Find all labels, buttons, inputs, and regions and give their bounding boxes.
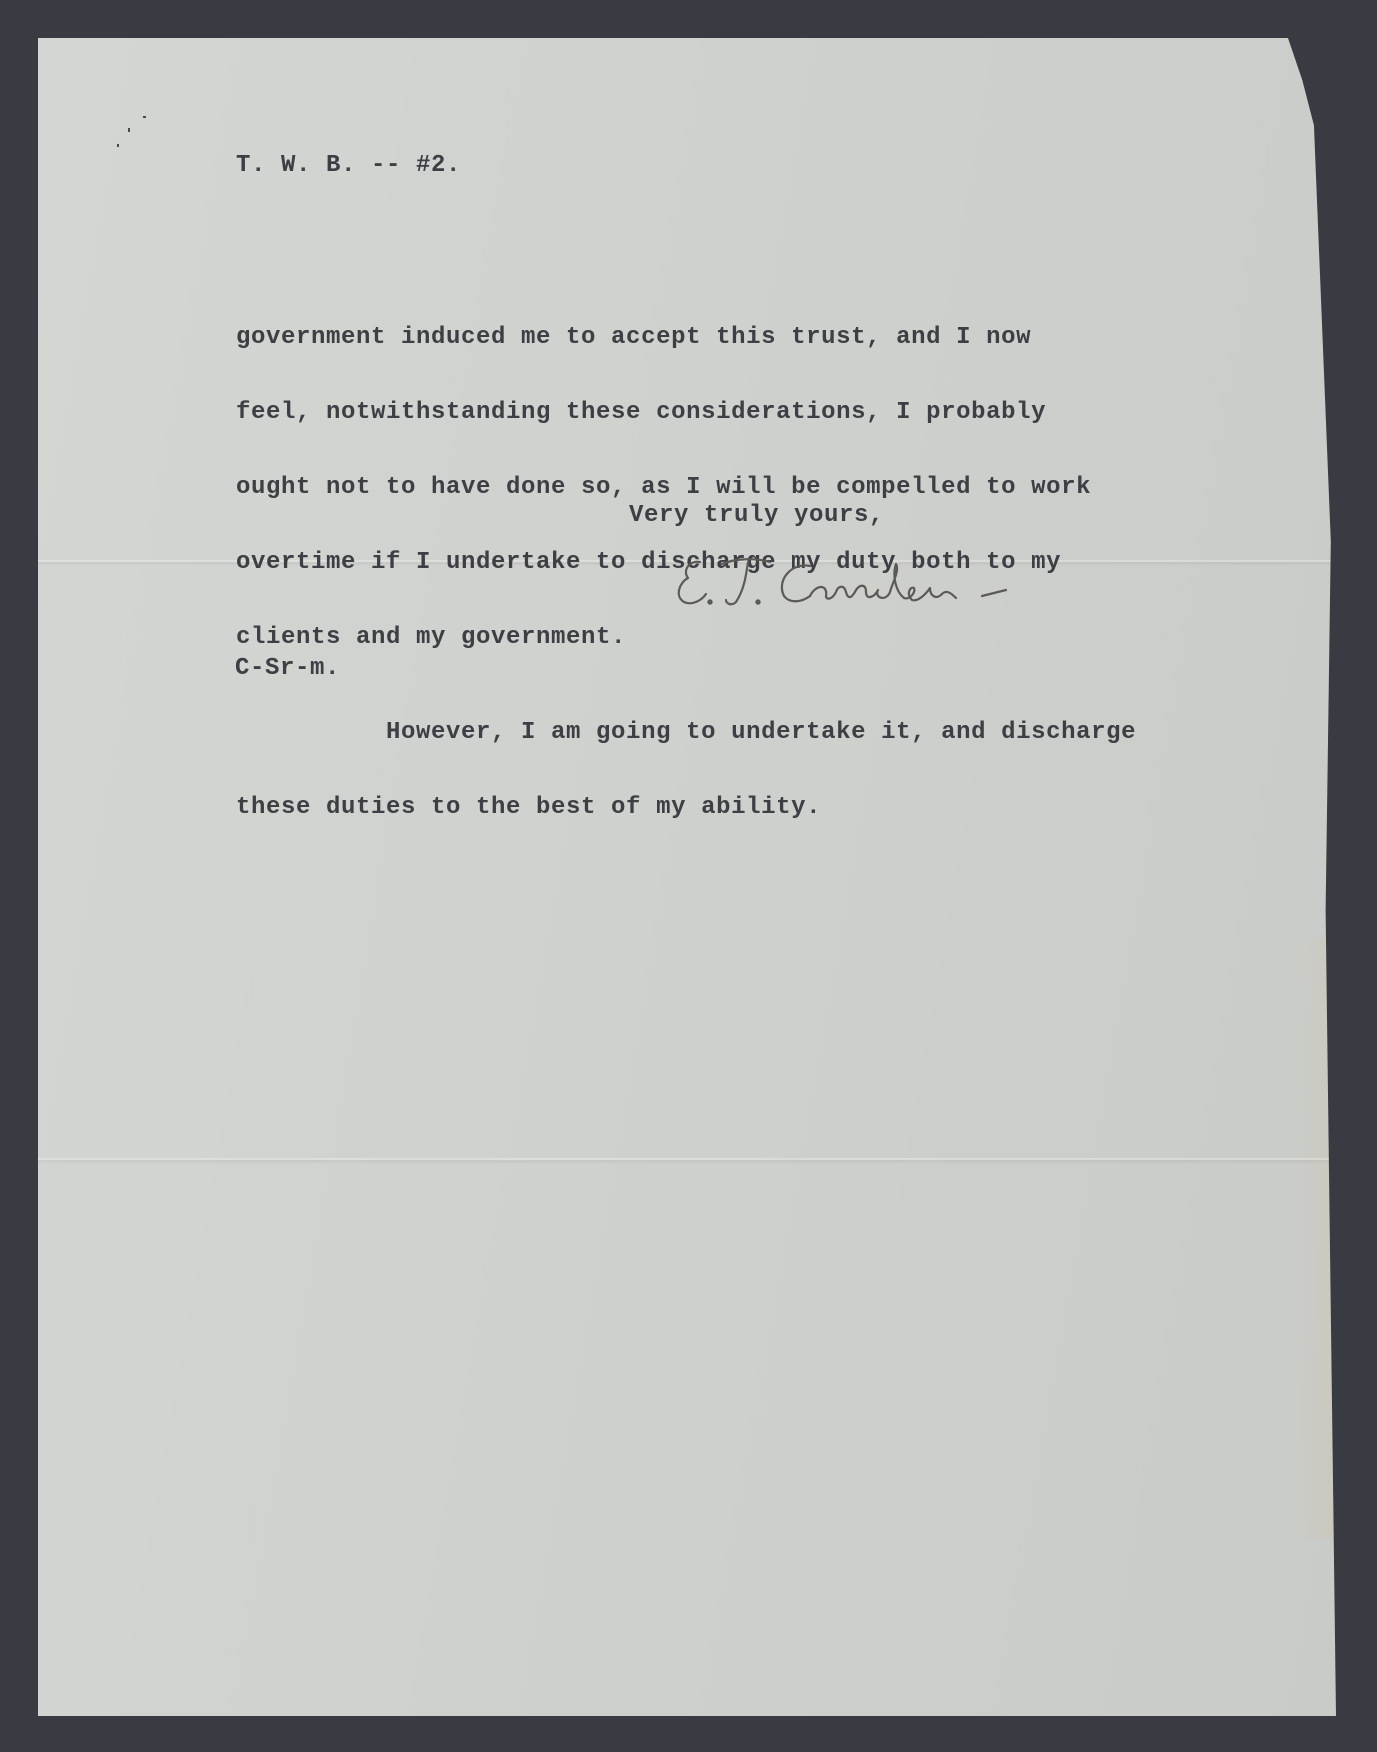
paper-edge-stain <box>1296 938 1336 1538</box>
handwritten-signature <box>660 540 1080 630</box>
body-line: overtime if I undertake to discharge my duty both to my <box>236 549 1062 576</box>
body-line: ought not to have done so, as I will be compelled to work <box>236 474 1092 501</box>
typist-initials: C-Sr-m. <box>235 655 341 682</box>
body-line: feel, notwithstanding these considerations, I probably <box>236 399 1047 426</box>
ink-speck <box>143 116 146 118</box>
ink-speck <box>128 128 130 132</box>
page-header: T. W. B. -- #2. <box>236 152 462 179</box>
body-line: clients and my government. <box>236 624 627 651</box>
body-line: However, I am going to undertake it, and discharge <box>236 719 1137 746</box>
closing-salutation: Very truly yours, <box>629 502 885 529</box>
paper-fold-lower <box>38 1158 1336 1160</box>
ink-speck <box>117 144 119 147</box>
body-line: government induced me to accept this trust, and I now <box>236 324 1032 351</box>
body-line: these duties to the best of my ability. <box>236 794 822 821</box>
